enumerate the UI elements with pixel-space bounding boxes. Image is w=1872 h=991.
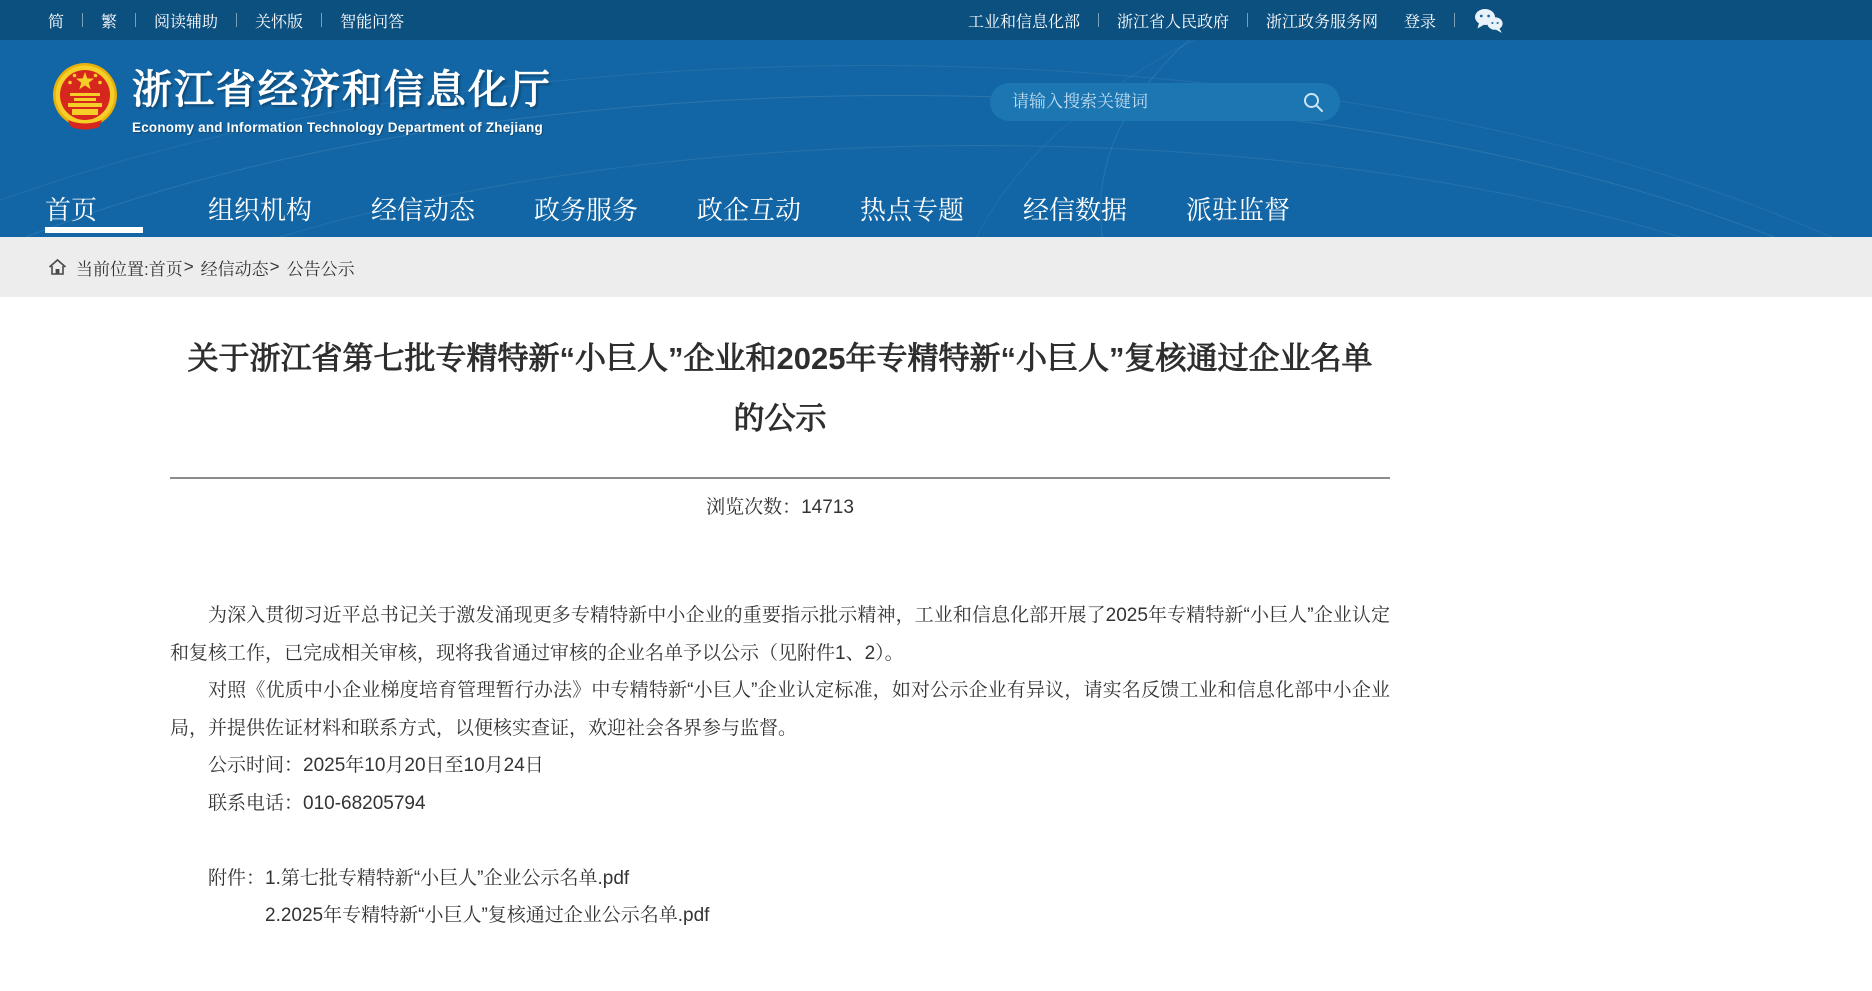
topbar (0, 0, 1872, 40)
divider (82, 13, 83, 27)
breadcrumb (0, 237, 1872, 297)
breadcrumb-announcement-link[interactable]: 公告公示 (286, 259, 355, 279)
divider (1454, 13, 1455, 27)
nav-item-gov-enterprise-interaction[interactable]: 政企互动 (697, 195, 802, 225)
article-body (170, 597, 1390, 935)
login-link[interactable]: 登录 (1403, 13, 1436, 31)
breadcrumb-label: 当前位置: (76, 259, 149, 279)
divider (1098, 13, 1099, 27)
paragraph: 为深入贯彻习近平总书记关于激发涌现更多专精特新中小企业的重要指示批示精神，工业和信息化部开展了2025年专精特新“小巨人”企业认定和复核工作，已完成相关审核，现将我省通过审核的企业名单予以公示（见附件1、2）。 (170, 605, 1390, 664)
search-input[interactable] (990, 92, 1302, 112)
reading-assist-link[interactable]: 阅读辅助 (154, 13, 219, 31)
divider (236, 13, 237, 27)
site-name-english: Economy and Information Technology Department of Zhejiang (132, 120, 543, 135)
search-box (990, 83, 1340, 121)
view-count (170, 495, 1390, 521)
main-nav (0, 155, 1872, 237)
nav-item-government-services[interactable]: 政务服务 (534, 195, 639, 225)
breadcrumb-home-link[interactable]: 首页 (148, 259, 183, 279)
nav-item-hot-topics[interactable]: 热点专题 (860, 195, 965, 225)
attachment-row (208, 897, 1390, 935)
nav-item-organization[interactable]: 组织机构 (208, 195, 313, 225)
smart-qa-link[interactable]: 智能问答 (340, 13, 405, 31)
search-icon (1302, 91, 1324, 113)
care-version-link[interactable]: 关怀版 (255, 13, 304, 31)
divider (1247, 13, 1248, 27)
contact-phone: 联系电话：010-68205794 (208, 792, 426, 814)
nav-item-dispatch-supervision[interactable]: 派驻监督 (1186, 195, 1291, 225)
divider (321, 13, 322, 27)
article-title: 关于浙江省第七批专精特新“小巨人”企业和2025年专精特新“小巨人”复核通过企业名单的公示 (187, 341, 1373, 436)
breadcrumb-separator: > (183, 257, 194, 276)
title-divider (170, 477, 1390, 479)
site-logo[interactable] (52, 58, 552, 135)
divider (135, 13, 136, 27)
national-emblem-icon (52, 62, 118, 132)
home-icon (48, 258, 76, 276)
wechat-icon[interactable] (1473, 7, 1504, 34)
paragraph: 对照《优质中小企业梯度培育管理暂行办法》中专精特新“小巨人”企业认定标准，如对公示企业有异议，请实名反馈工业和信息化部中小企业局，并提供佐证材料和联系方式，以便核实查证，欢迎社会各界参与监督。 (170, 680, 1390, 739)
attachment-link-2[interactable]: 2.2025年专精特新“小巨人”复核通过企业公示名单.pdf (265, 905, 710, 926)
zhejiang-gov-link[interactable]: 浙江省人民政府 (1116, 13, 1229, 31)
topbar-left-links (48, 9, 404, 32)
view-count-label: 浏览次数： (706, 497, 802, 518)
breadcrumb-jingxin-link[interactable]: 经信动态 (200, 259, 269, 279)
attachments (170, 860, 1390, 935)
lang-simplified-link[interactable]: 简 (48, 13, 65, 31)
zhejiang-service-link[interactable]: 浙江政务服务网 (1265, 13, 1378, 31)
brand-text (132, 58, 552, 135)
attachment-row (208, 860, 1390, 898)
topbar-right-links (968, 7, 1504, 34)
nav-item-jingxin-data[interactable]: 经信数据 (1023, 195, 1128, 225)
nav-item-jingxin-news[interactable]: 经信动态 (371, 195, 476, 225)
view-count-value: 14713 (801, 497, 854, 518)
attachment-link-1[interactable]: 1.第七批专精特新“小巨人”企业公示名单.pdf (265, 867, 630, 889)
lang-traditional-link[interactable]: 繁 (101, 13, 118, 31)
nav-item-home[interactable]: 首页 (45, 155, 208, 237)
site-name: 浙江省经济和信息化厅 (132, 68, 552, 112)
site-header (0, 40, 1872, 237)
attachments-label: 附件： (208, 867, 266, 889)
breadcrumb-separator: > (269, 257, 280, 276)
miit-link[interactable]: 工业和信息化部 (967, 13, 1080, 31)
article (170, 329, 1390, 935)
publicity-period: 公示时间：2025年10月20日至10月24日 (208, 755, 544, 776)
search-button[interactable] (1302, 91, 1324, 113)
